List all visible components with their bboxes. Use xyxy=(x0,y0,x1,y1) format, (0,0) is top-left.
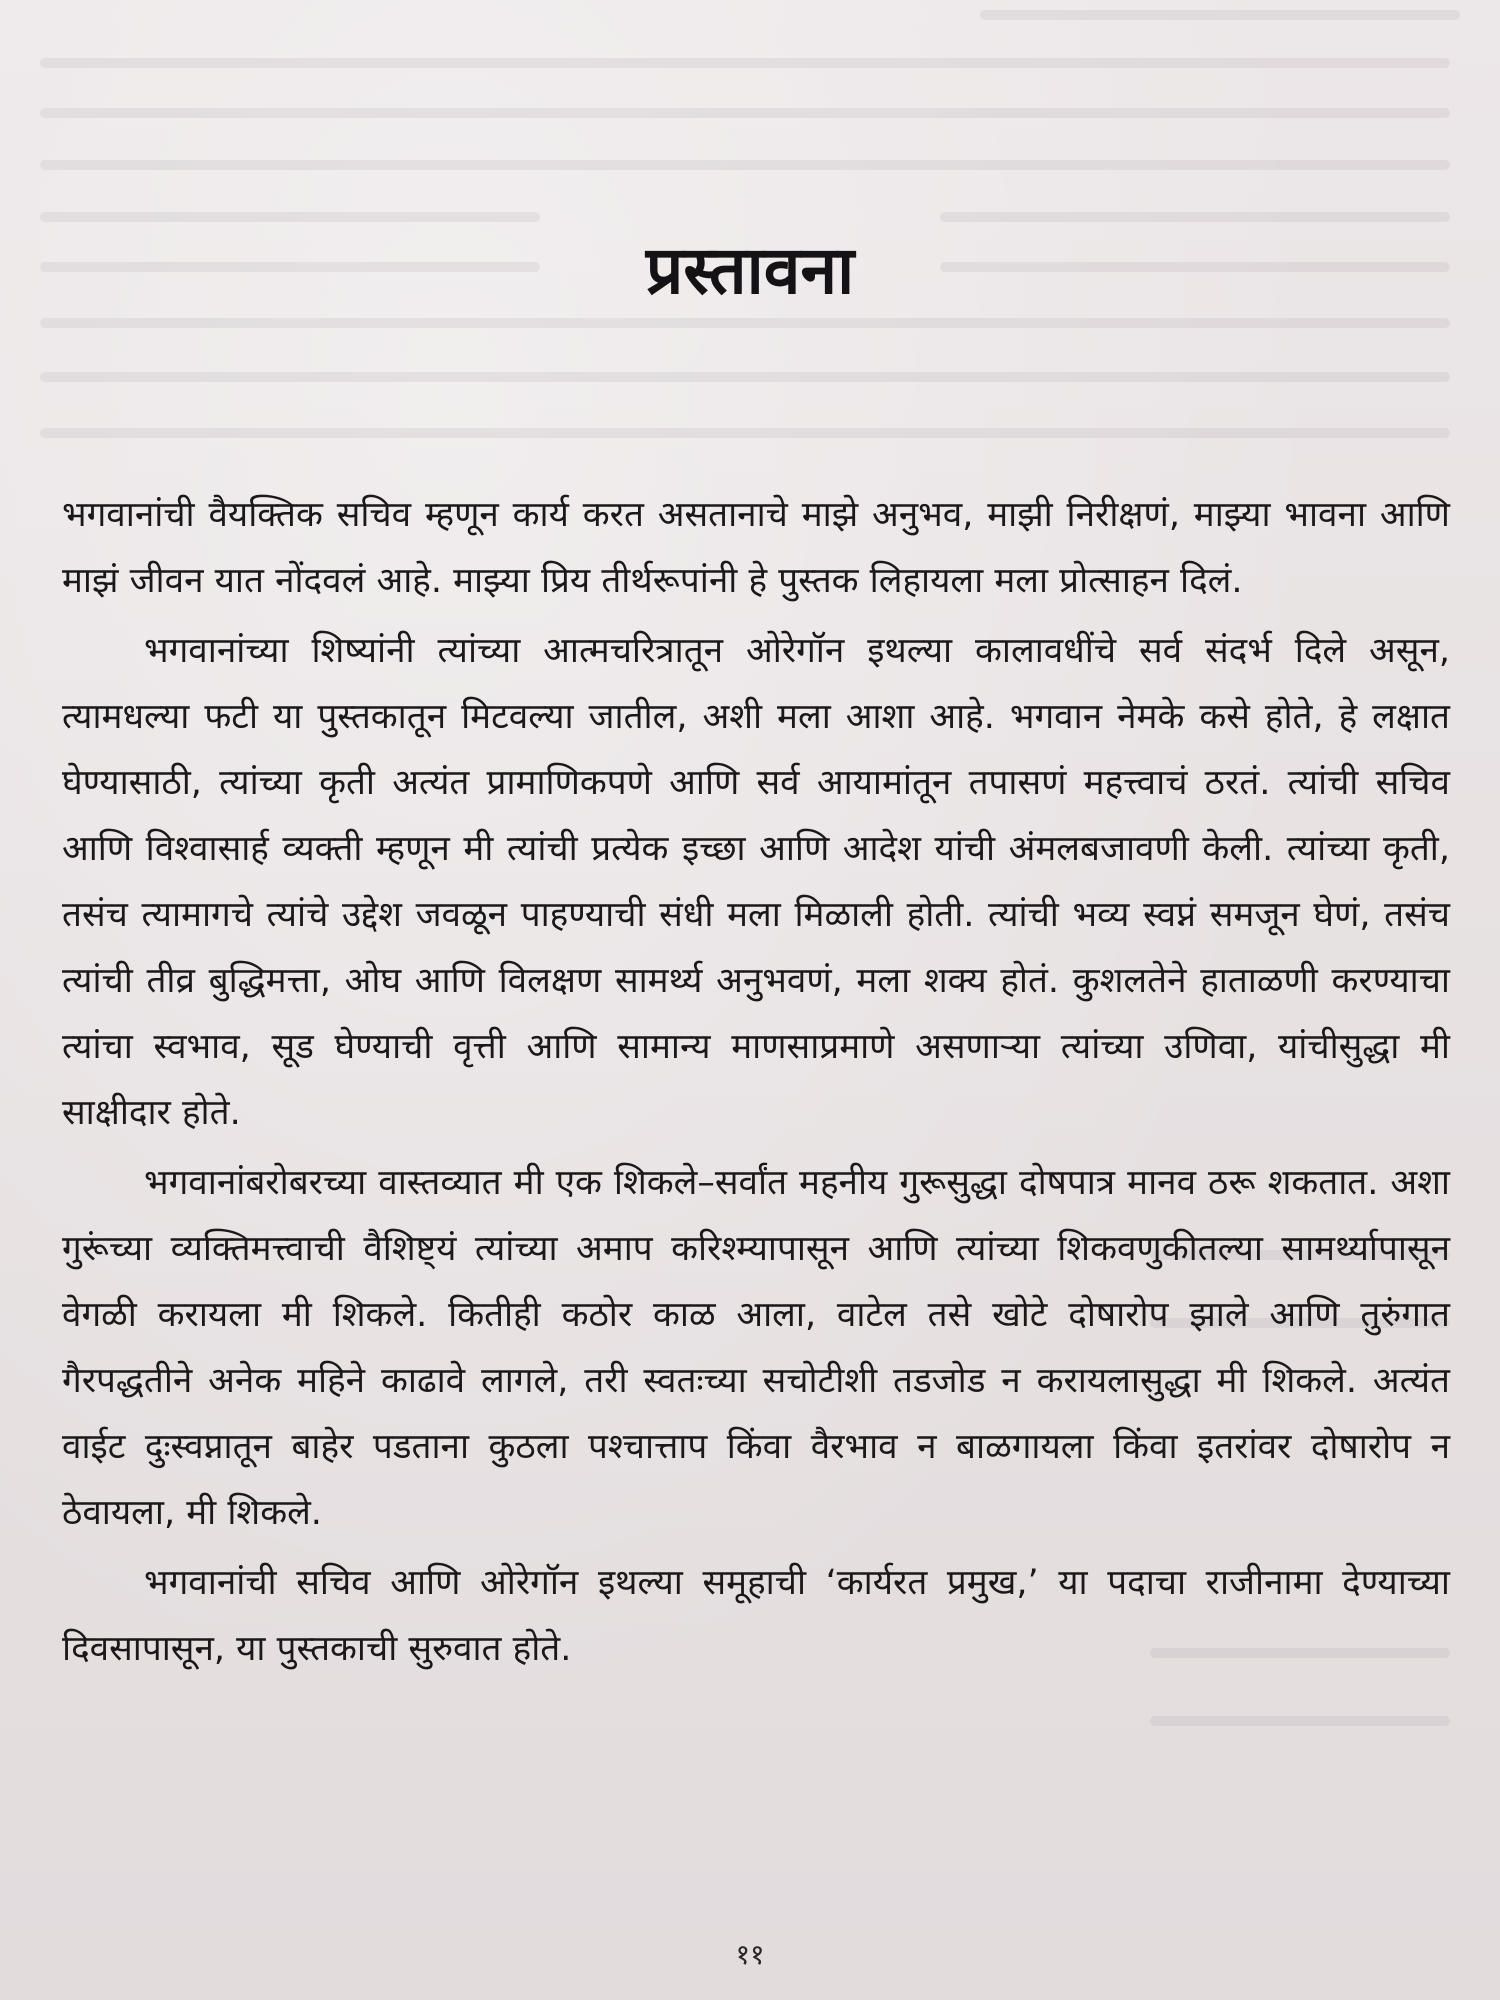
page-number: ११ xyxy=(735,1938,765,1971)
body-text xyxy=(62,482,1450,1686)
paragraph-1: भगवानांची वैयक्तिक सचिव म्हणून कार्य करत असतानाचे माझे अनुभव, माझी निरीक्षणं, माझ्या भावना आणि माझं जीवन यात नोंदवलं आहे. माझ्या प्रिय तीर्थरूपांनी हे पुस्तक लिहायला मला प्रोत्साहन दिलं. xyxy=(62,495,1450,601)
paragraph-2: भगवानांच्या शिष्यांनी त्यांच्या आत्मचरित्रातून ओरेगॉन इथल्या कालावधींचे सर्व संदर्भ दिले असून, त्यामधल्या फटी या पुस्तकातून मिटवल्या जातील, अशी मला आशा आहे. भगवान नेमके कसे होते, हे लक्षात घेण्यासाठी, त्यांच्या कृती अत्यंत प्रामाणिकपणे आणि सर्व आयामांतून तपासणं महत्त्वाचं ठरतं. त्यांची सचिव आणि विश्वासार्ह व्यक्ती म्हणून मी त्यांची प्रत्येक इच्छा आणि आदेश यांची अंमलबजावणी केली. त्यांच्या कृती, तसंच त्यामागचे त्यांचे उद्देश जवळून पाहण्याची संधी मला मिळाली होती. त्यांची भव्य स्वप्नं समजून घेणं, तसंच त्यांची तीव्र बुद्धिमत्ता, ओघ आणि विलक्षण सामर्थ्य अनुभवणं, मला शक्य होतं. कुशलतेने हाताळणी करण्याचा त्यांचा स्वभाव, सूड घेण्याची वृत्ती आणि सामान्य माणसाप्रमाणे असणाऱ्या त्यांच्या उणिवा, यांचीसुद्धा मी साक्षीदार होते. xyxy=(62,631,1450,1133)
paragraph-4: भगवानांची सचिव आणि ओरेगॉन इथल्या समूहाची ‘कार्यरत प्रमुख,’ या पदाचा राजीनामा देण्याच्या दिवसापासून, या पुस्तकाची सुरुवात होते. xyxy=(62,1563,1450,1669)
paragraph-3: भगवानांबरोबरच्या वास्तव्यात मी एक शिकले–सर्वांत महनीय गुरूसुद्धा दोषपात्र मानव ठरू शकतात. अशा गुरूंच्या व्यक्तिमत्त्वाची वैशिष्ट्यं त्यांच्या अमाप करिश्म्यापासून आणि त्यांच्या शिकवणुकीतल्या सामर्थ्यापासून वेगळी करायला मी शिकले. कितीही कठोर काळ आला, वाटेल तसे खोटे दोषारोप झाले आणि तुरुंगात गैरपद्धतीने अनेक महिने काढावे लागले, तरी स्वतःच्या सचोटीशी तडजोड न करायलासुद्धा मी शिकले. अत्यंत वाईट दुःस्वप्नातून बाहेर पडताना कुठला पश्चात्ताप किंवा वैरभाव न बाळगायला किंवा इतरांवर दोषारोप न ठेवायला, मी शिकले. xyxy=(62,1163,1450,1533)
page-title: प्रस्तावना xyxy=(645,232,855,309)
